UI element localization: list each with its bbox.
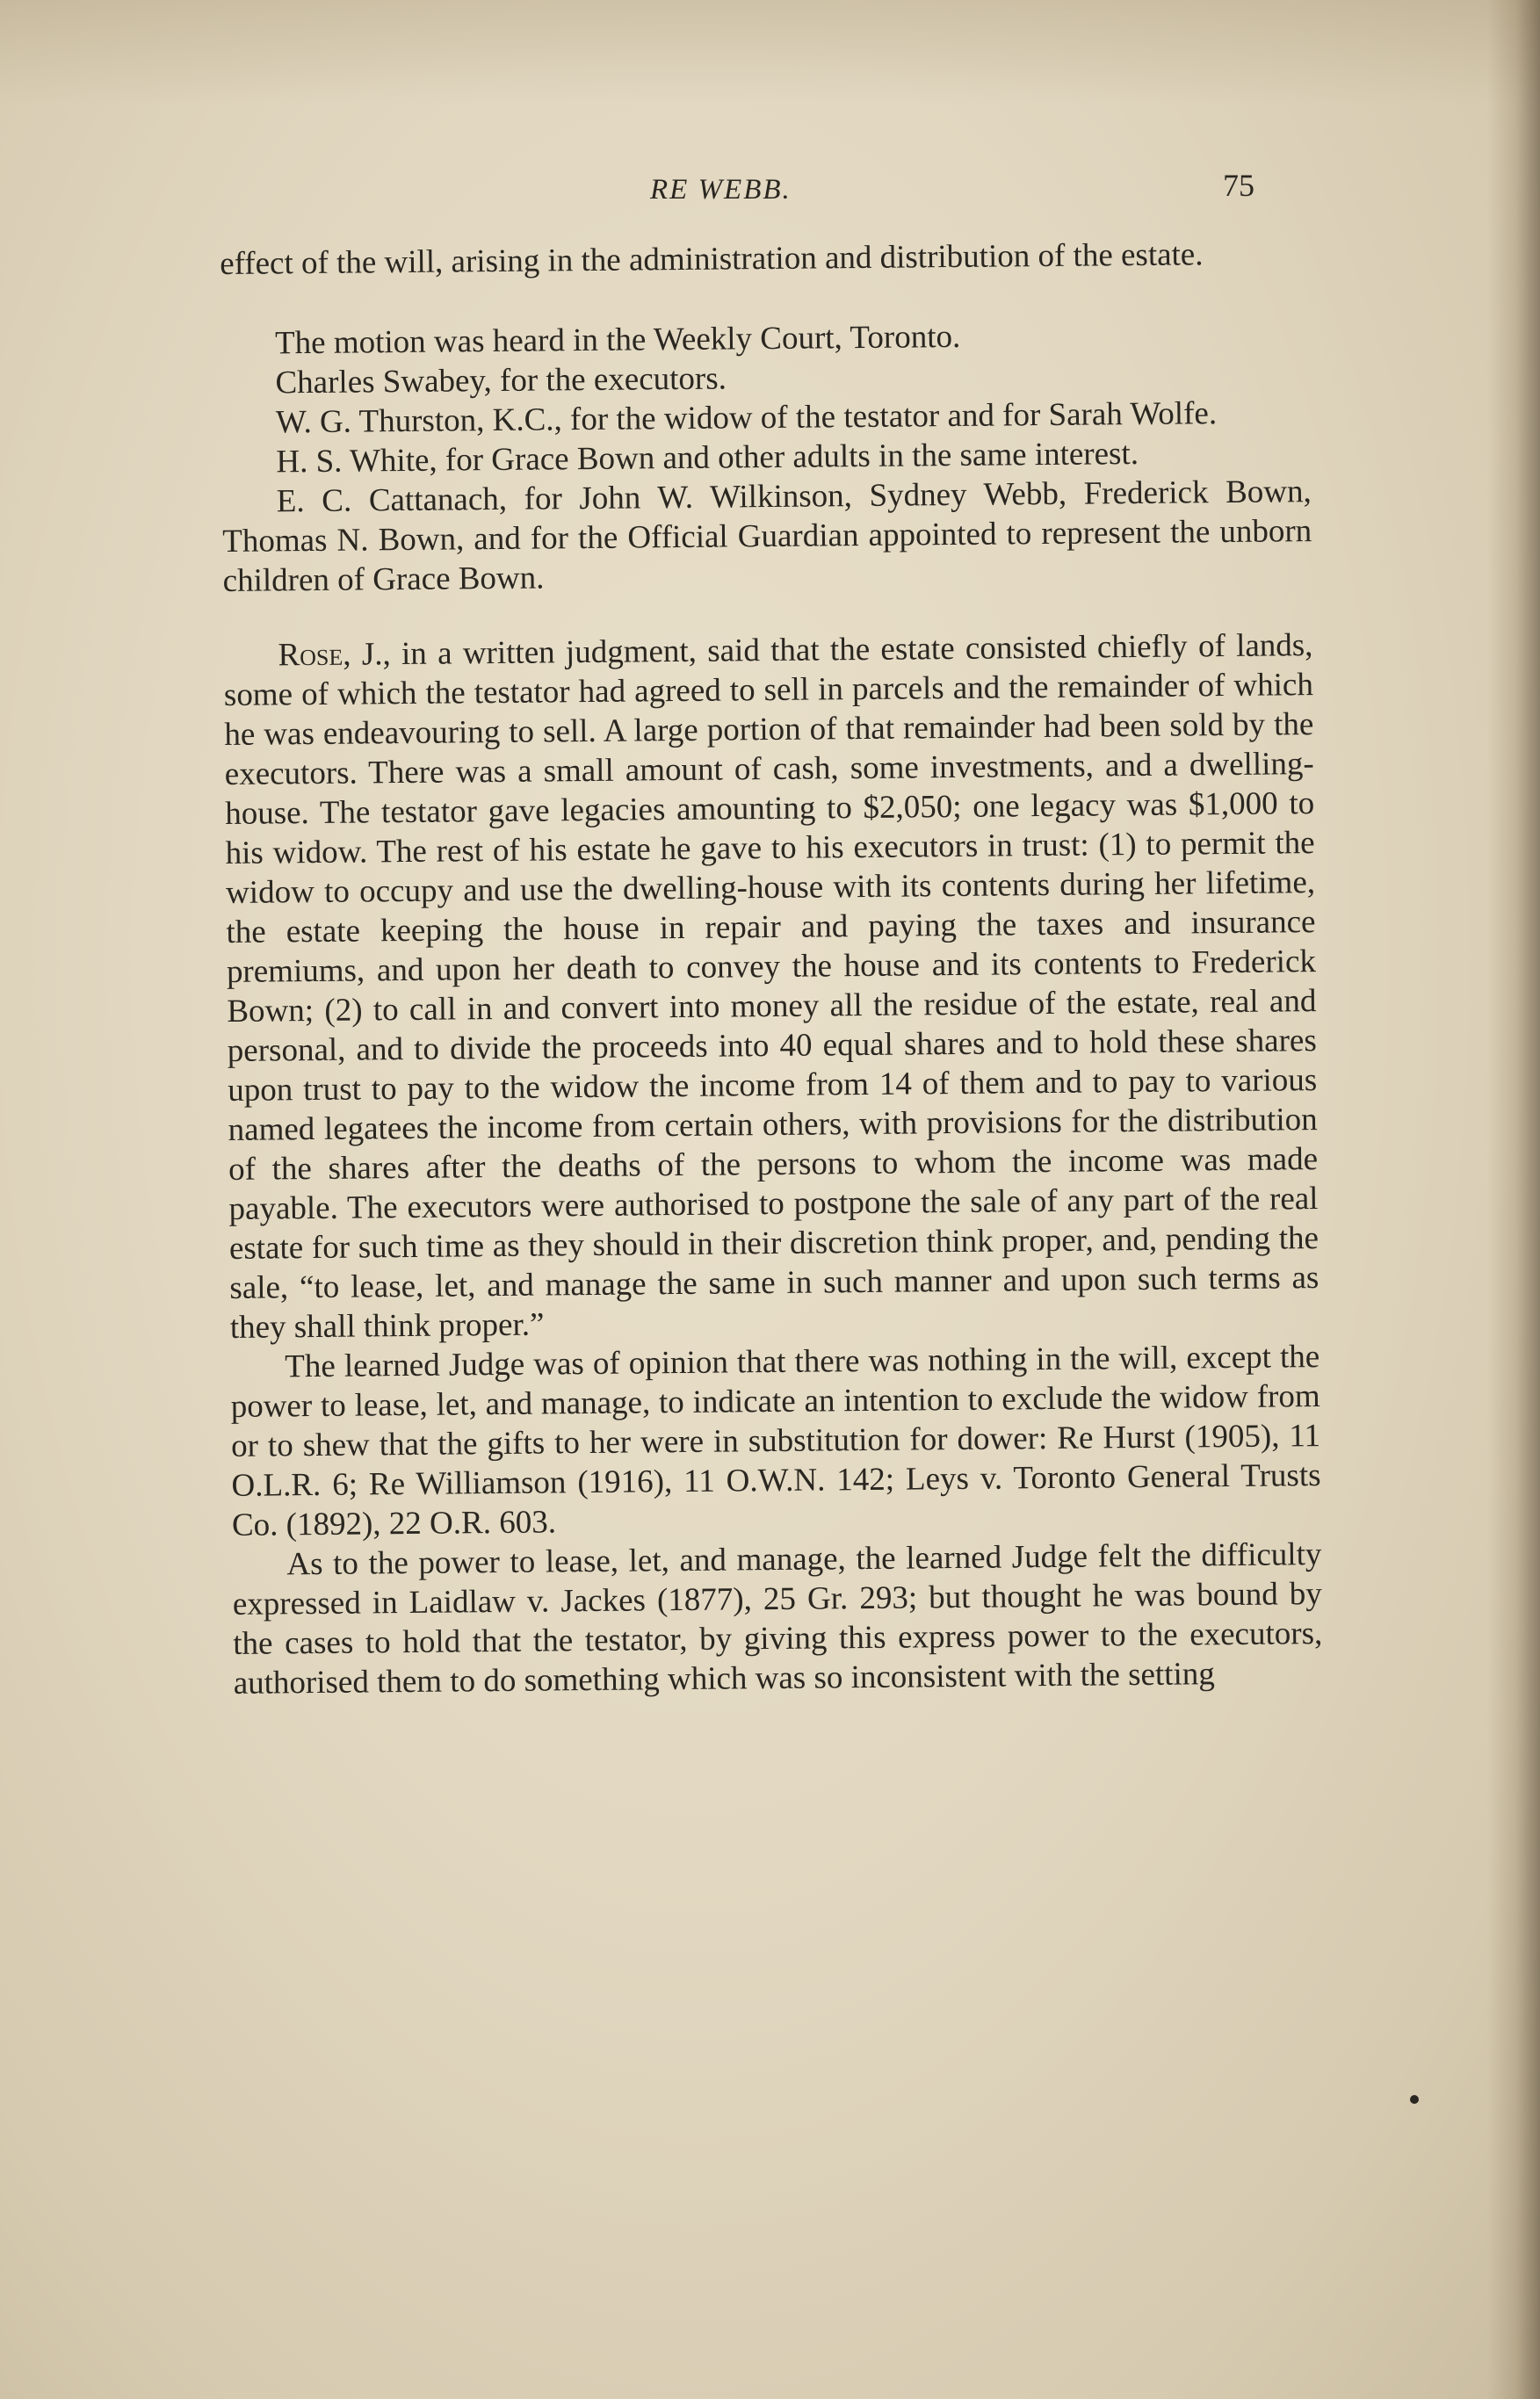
- paragraph-counsel-widow: W. G. Thurston, K.C., for the widow of the testator and for Sarah Wolfe.: [275, 395, 1218, 441]
- paragraph-continuation: effect of the will, arising in the administration and distribution of the estate.: [220, 236, 1204, 282]
- ink-speck: [1410, 2095, 1419, 2104]
- paragraph-opinion: The learned Judge was of opinion that there was nothing in the will, except the power to lease, let, and manage, to indicate an intention to exclude the widow from or to shew that the gifts to her were in substitution for dower: Re Hurst (1905), 11 O.L.R. 6; Re Williamson (1916), 11 O.W.N. 142; Leys v. Toronto General Trusts Co. (1892), 22 O.R. 603.: [230, 1339, 1321, 1543]
- paragraph-counsel-executors: Charles Swabey, for the executors.: [275, 360, 727, 401]
- paragraph-judgment: [223, 625, 1319, 1348]
- paragraph-counsel-guardian: E. C. Cattanach, for John W. Wilkinson, Sydney Webb, Frederick Bown, Thomas N. Bown, and for the Official Guardian appointed to represent the unborn children of Grace Bown.: [222, 473, 1312, 599]
- judgment-text: , J., in a written judgment, said that the estate consisted chiefly of lands, some of which the testator had agreed to sell in parcels and the remainder of which he was endeavouring to sell. A large portion of that remainder had been sold by the executors. There was a small amount of cash, some investments, and a dwelling-house. The testator gave legacies amounting to $2,050; one legacy was $1,000 to his widow. The rest of his estate he gave to his executors in trust: (1) to permit the widow to occupy and use the dwelling-house with its contents during her lifetime, the estate keeping the house in repair and paying the taxes and insurance premiums, and upon her death to convey the house and its contents to Frederick Bown; (2) to call in and convert into money all the residue of the estate, real and personal, and to divide the proceeds into 40 equal shares and to hold these shares upon trust to pay to the widow the income from 14 of them and to pay to various named legatees the income from certain others, with provisions for the distribution of the shares after the deaths of the persons to whom the income was made payable. The executors were authorised to postpone the sale of any part of the real estate for such time as they should in their discretion think proper, and, pending the sale, “to lease, let, and manage the same in such manner and upon such terms as they shall think proper.”: [223, 627, 1319, 1346]
- paragraph-motion-heard: The motion was heard in the Weekly Court, Toronto.: [274, 318, 961, 362]
- page-number: 75: [1223, 168, 1254, 203]
- paragraph-power-to-lease: As to the power to lease, let, and manage, the learned Judge felt the difficulty expressed in Laidlaw v. Jackes (1877), 25 Gr. 293; but thought he was bound by the cases to hold that the testator, by giving this express power to the executors, authorised them to do something which was so inconsistent with the setting: [232, 1536, 1323, 1702]
- body-text: [220, 234, 1323, 1703]
- paragraph-counsel-adults: H. S. White, for Grace Bown and other adults in the same interest.: [276, 435, 1139, 481]
- judge-name: Rose: [278, 636, 343, 674]
- running-head: RE WEBB.: [650, 174, 792, 206]
- page-binding-edge: [1487, 0, 1540, 2399]
- page-top-shading: [0, 0, 1540, 105]
